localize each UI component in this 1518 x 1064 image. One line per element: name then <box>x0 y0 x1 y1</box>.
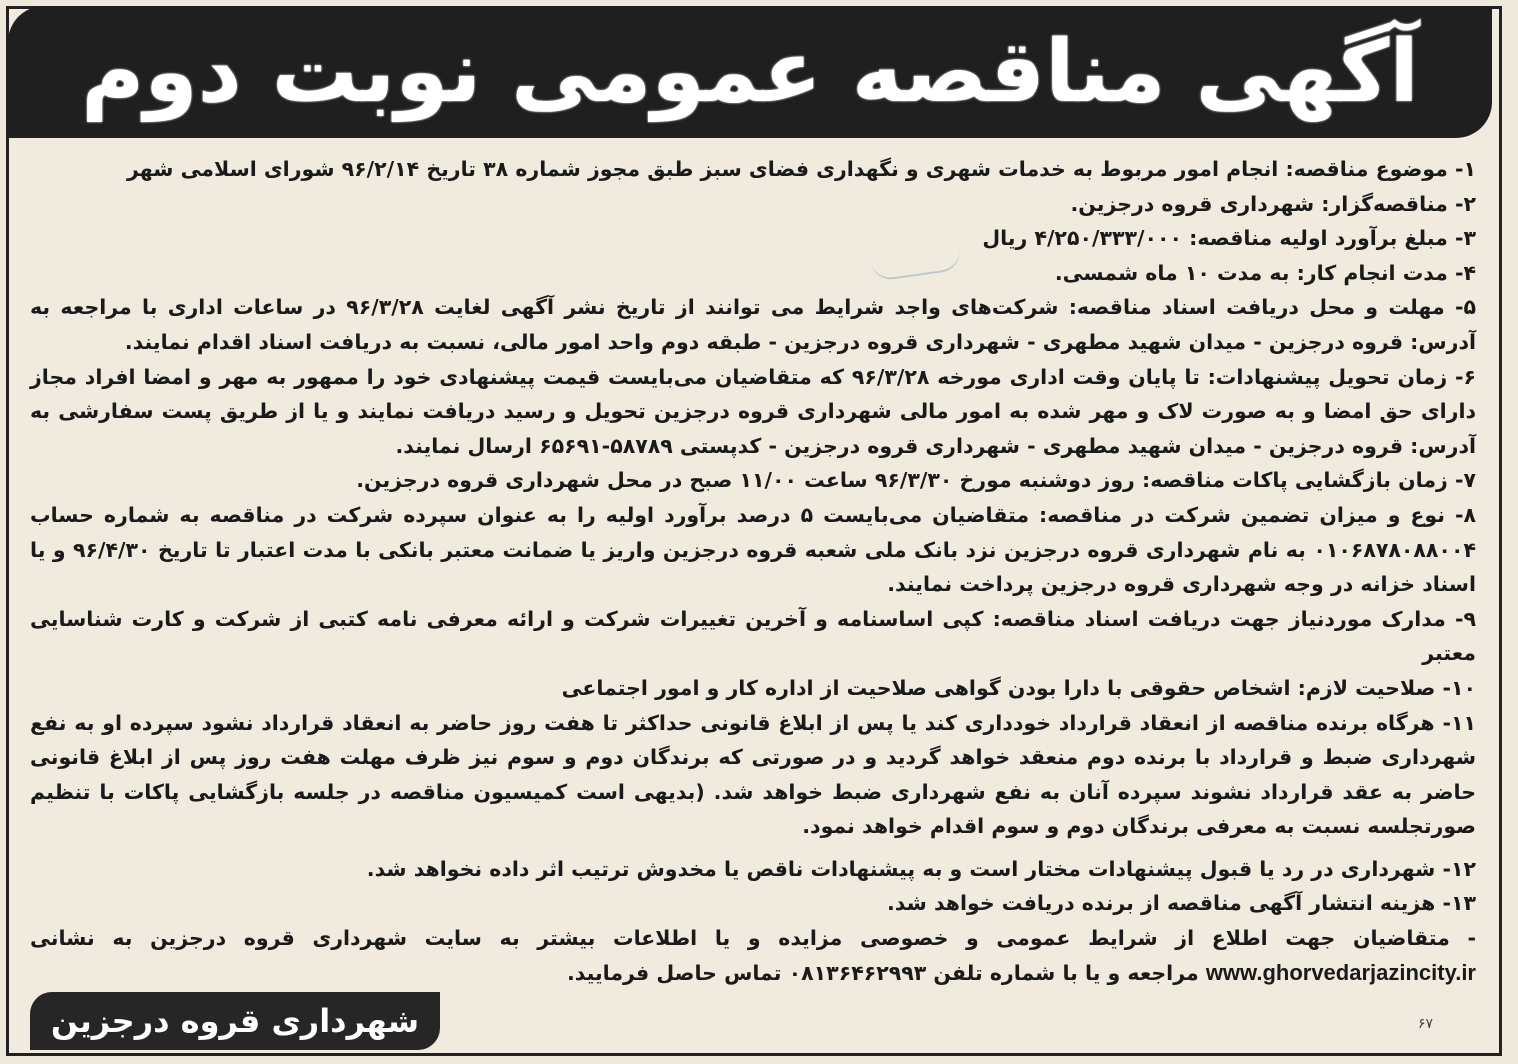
item-11: ۱۱- هرگاه برنده مناقصه از انعقاد قرارداد خودداری کند یا پس از ابلاغ قانونی حداکثر تا هفت روز حاضر به انعقاد قرارداد نشود سپرده او به نفع شهرداری ضبط و قرارداد با برنده دوم منعقد خواهد گردید و در صورتی که برندگان دوم و سوم نیز ظرف مهلت هفت روز پس از ابلاغ قانونی حاضر به عقد قرارداد نشوند سپرده آنان به نفع شهرداری ضبط خواهد شد. (بدیهی است کمیسیون مناقصه در جلسه بازگشایی پاکات با تنظیم صورتجلسه نسبت به معرفی برندگان دوم و سوم اقدام خواهد نمود. <box>30 710 1476 839</box>
item-1: ۱- موضوع مناقصه: انجام امور مربوط به خدمات شهری و نگهداری فضای سبز طبق مجوز شماره ۳۸ تاریخ ۹۶/۲/۱۴ شورای اسلامی شهر <box>126 157 1476 181</box>
title-banner <box>8 6 1492 138</box>
item-13: ۱۳- هزینه انتشار آگهی مناقصه از برنده دریافت خواهد شد. <box>887 891 1476 916</box>
final-note-contact: مراجعه و یا با شماره تلفن ۰۸۱۳۶۴۶۲۹۹۳ تماس حاصل فرمایید. <box>566 960 1199 985</box>
ad-body <box>30 152 1476 990</box>
item-7: ۷- زمان بازگشایی پاکات مناقصه: روز دوشنبه مورخ ۹۶/۳/۳۰ ساعت ۱۱/۰۰ صبح در محل شهرداری قروه درجزین. <box>356 468 1476 493</box>
signature-banner <box>30 992 440 1050</box>
final-note-text: - متقاضیان جهت اطلاع از شرایط عمومی و خصوصی مزایده و یا اطلاعات بیشتر به سایت شهرداری قروه درجزین به نشانی <box>30 926 1476 951</box>
item-10: ۱۰- صلاحیت لازم: اشخاص حقوقی با دارا بودن گواهی صلاحیت از اداره کار و امور اجتماعی <box>561 675 1476 700</box>
item-8: ۸- نوع و میزان تضمین شرکت در مناقصه: متقاضیان می‌بایست ۵ درصد برآورد اولیه را به عنوان سپرده شرکت در مناقصه به شماره حساب ۰۱۰۶۸۷۸۰۸۸۰۰۴ به نام شهرداری قروه درجزین نزد بانک ملی شعبه قروه درجزین واریز یا ضمانت معتبر بانکی با مدت اعتبار تا تاریخ ۹۶/۴/۳۰ و یا اسناد خزانه در وجه شهرداری قروه درجزین پرداخت نمایند. <box>30 502 1477 597</box>
item-6: ۶- زمان تحویل پیشنهادات: تا پایان وقت اداری مورخه ۹۶/۳/۲۸ که متقاضیان می‌بایست قیمت پیشنهادی خود را ممهور به مهر و امضا افراد مجاز دارای حق امضا و به صورت لاک و مهر شده به امور مالی شهرداری قروه درجزین تحویل و رسید دریافت نمایند و یا از طریق پست سفارشی به آدرس: قروه درجزین - میدان شهید مطهری - شهرداری قروه درجزین - کدپستی ۵۸۷۸۹-۶۵۶۹۱ ارسال نمایند. <box>30 364 1477 458</box>
signature-text: شهرداری قروه درجزین <box>50 1002 420 1040</box>
item-5: ۵- مهلت و محل دریافت اسناد مناقصه: شرکت‌های واجد شرایط می توانند از تاریخ نشر آگهی لغایت ۹۶/۳/۲۸ در ساعات اداری با مراجعه به آدرس: قروه درجزین - میدان شهید مطهری - شهرداری قروه درجزین - طبقه دوم واحد امور مالی، نسبت به دریافت اسناد اقدام نمایند. <box>30 295 1476 354</box>
page-number: ۶۷ <box>1418 1016 1434 1032</box>
item-12: ۱۲- شهرداری در رد یا قبول پیشنهادات مختار است و به پیشنهادات ناقص یا مخدوش ترتیب اثر داده نخواهد شد. <box>366 856 1476 881</box>
final-note <box>30 921 1476 990</box>
item-2: ۲- مناقصه‌گزار: شهرداری قروه درجزین. <box>1070 191 1476 216</box>
item-9: ۹- مدارک موردنیاز جهت دریافت اسناد مناقصه: کپی اساسنامه و آخرین تغییرات شرکت و ارائه معرفی نامه کتبی از شرکت و کارت شناسایی معتبر <box>30 606 1476 666</box>
item-3: ۳- مبلغ برآورد اولیه مناقصه: ۴/۲۵۰/۳۳۳/۰۰۰ ریال <box>982 226 1476 251</box>
ad-title: آگهی مناقصه عمومی نوبت دوم <box>81 22 1419 122</box>
item-4: ۴- مدت انجام کار: به مدت ۱۰ ماه شمسی. <box>1054 260 1476 285</box>
website-link[interactable]: www.ghorvedarjazincity.ir <box>1205 959 1476 985</box>
